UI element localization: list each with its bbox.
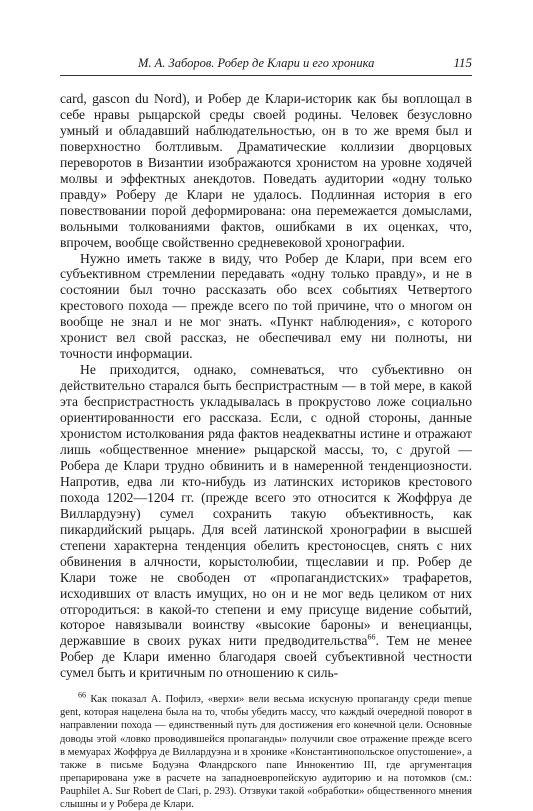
footnote-66	[60, 690, 472, 811]
paragraph-2: Нужно иметь также в виду, что Робер де Клари, при всем его субъективном стремлении передавать «одну только правду», и не в состоянии был точно рассказать обо всех событиях Четвертого крестового похода — прежде всего по той причине, что о многом он вообще не знал и не мог знать. «Пункт наблюдения», с которого хронист вел свой рассказ, не обеспечивал ему ни полноты, ни точности информации.	[60, 250, 472, 362]
page-number: 115	[453, 55, 472, 70]
paragraph-1: card, gascon du Nord), и Робер де Клари-историк как бы воплощал в себе нравы рыцарской среды своей родины. Человек безусловно умный и обладавший наблюдательностью, он в то же время был и поверхностно болтливым. Драматические коллизии дворцовых переворотов в Византии изображаются хронистом на уровне ходячей молвы и эффектных анекдотов. Поведать аудитории «одну только правду» Роберу де Клари не удалось. Подлинная история в его повествовании порой деформирована: она перемежается домыслами, вольными толкованиями фактов, ошибками в их оценках, что, впрочем, вообще свойственно средневековой хронографии.	[60, 91, 472, 250]
paragraph-3-text-continued: . Тем не менее Робер де Клари именно благодаря своей субъективной честности сумел быть и критичным по отношению к силь-	[60, 633, 472, 681]
book-page	[60, 55, 472, 811]
running-head	[60, 55, 472, 76]
paragraph-3	[60, 362, 472, 681]
footnotes	[60, 690, 472, 811]
footnote-reference[interactable]: 66	[367, 632, 376, 642]
footnote-text: Как показал А. Пофилэ, «верхи» вели весьма искусную пропаганду среди menue gent, которая нацелена была на то, чтобы убедить массу, что каждый очередной поворот в направлении похода — единственный путь для достижения его конечной цели. Основные доводы этой «ловко проводившейся пропаганды» получили свое отражение прежде всего в мемуарах Жоффруа де Виллардуэна и в хронике «Константинопольское опустошение», а также в письме Бодуэна Фландрского папе Иннокентию III, где аргументация препарирована уже в расчете на западноевропейскую аудиторию и на потомков (см.: Pauphilet A. Sur Robert de Clari, p. 293). Отзвуки такой «обработки» общественного мнения слышны и у Робера де Клари.	[60, 694, 472, 811]
main-text	[60, 91, 472, 681]
footnote-number: 66	[78, 690, 86, 700]
paragraph-3-text: Не приходится, однако, сомневаться, что субъективно он действительно старался быть беспристрастным — в той мере, в какой эта беспристрастность укладывалась в прокрустово ложе социально ориентированности его рассказа. Если, с одной стороны, данные хронистом истолкования ряда фактов неадекватны истине и отражают лишь «общественное мнение» рыцарской массы, то, с другой — Робера де Клари трудно обвинить и в намеренной тенденциозности. Напротив, едва ли кто-нибудь из латинских историков крестового похода 1202—1204 гг. (прежде всего это относится к Жоффруа де Виллардуэну) сумел сохранить такую объективность, как пикардийский рыцарь. Для всей латинской хронографии в высшей степени характерна тенденция обелить крестоносцев, снять с них обвинения в алчности, корыстолюбии, тщеславии и пр. Робер де Клари тоже не свободен от «пропагандистских» трафаретов, исходивших от власть имущих, но он и не мог ведь целиком от них отгородиться: в какой-то степени и ему присуще видение событий, которое навязывали воинству «высокие бароны» и венецианцы, державшие в своих руках нити предводительства	[60, 362, 472, 649]
running-head-title: М. А. Заборов. Робер де Клари и его хроника	[138, 56, 375, 70]
